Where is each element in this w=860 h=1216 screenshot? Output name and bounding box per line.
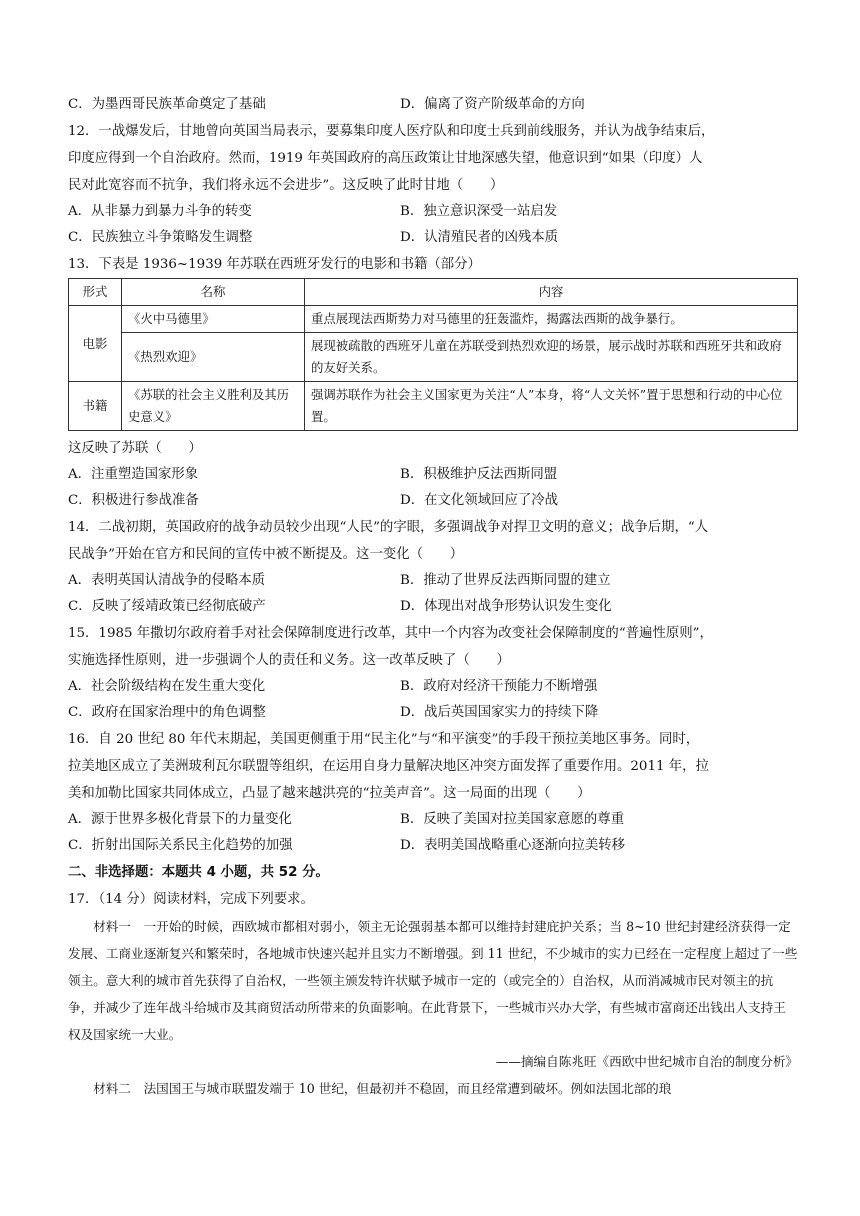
q13-options-row1	[68, 462, 798, 488]
q16-options-row2	[68, 833, 798, 859]
q15-option-d[interactable]: D．战后英国国家实力的持续下降	[400, 705, 599, 720]
table-header-content: 内容	[305, 279, 798, 306]
q12-option-c[interactable]: C．民族独立斗争策略发生调整	[68, 230, 253, 245]
q16-stem-line1: 16．自 20 世纪 80 年代末期起，美国更侧重于用“民主化”与“和平演变”的手段干预拉美地区事务。同时，	[68, 732, 700, 747]
q17-material2: 材料二 法国国王与城市联盟发端于 10 世纪，但最初并不稳固，而且经常遭到破坏。例如法国北部的琅	[93, 1081, 672, 1096]
q15-option-a[interactable]: A．社会阶级结构在发生重大变化	[68, 679, 266, 694]
table-row	[69, 333, 798, 382]
q17-source1: ——摘编自陈兆旺《西欧中世纪城市自治的制度分析》	[495, 1054, 798, 1069]
q11-options-row2	[68, 92, 798, 118]
q16-option-b[interactable]: B．反映了美国对拉美国家意愿的尊重	[400, 812, 625, 827]
q12-options-row2	[68, 225, 798, 251]
q13-options-row2	[68, 488, 798, 514]
table-cell-name: 《热烈欢迎》	[122, 333, 305, 382]
q16-stem-line3: 美和加勒比国家共同体成立，凸显了越来越洪亮的“拉美声音”。这一局面的出现（ ）	[68, 786, 591, 801]
q14-options-row2	[68, 594, 798, 620]
q13-option-a[interactable]: A．注重塑造国家形象	[68, 467, 199, 482]
q14-stem-line2: 民战争”开始在官方和民间的宣传中被不断提及。这一变化（ ）	[68, 547, 464, 562]
q12-option-d[interactable]: D．认清殖民者的凶残本质	[400, 230, 559, 245]
table-cell-name: 《火中马德里》	[122, 306, 305, 333]
q16-stem-line2: 拉美地区成立了美洲玻利瓦尔联盟等组织，在运用自身力量解决地区冲突方面发挥了重要作用。2011 年，拉	[68, 759, 709, 774]
table-cell-content: 强调苏联作为社会主义国家更为关注“人”本身，将“人文关怀”置于思想和行动的中心位置。	[305, 382, 798, 431]
q12-option-a[interactable]: A．从非暴力到暴力斗争的转变	[68, 204, 252, 219]
q15-options-row1	[68, 674, 798, 700]
q12-option-b[interactable]: B．独立意识深受一站启发	[400, 204, 558, 219]
table-row	[69, 306, 798, 333]
q14-options-row1	[68, 568, 798, 594]
q12-options-row1	[68, 199, 798, 225]
exam-page	[68, 92, 798, 1102]
q15-option-c[interactable]: C．政府在国家治理中的角色调整	[68, 705, 266, 720]
q13-option-d[interactable]: D．在文化领域回应了冷战	[400, 493, 559, 508]
q16-options-row1	[68, 807, 798, 833]
q16-option-c[interactable]: C．折射出国际关系民主化趋势的加强	[68, 838, 293, 853]
q17-stem: 17．（14 分）阅读材料，完成下列要求。	[68, 892, 314, 907]
q12-stem-line2: 印度应得到一个自治政府。然而，1919 年英国政府的高压政策让甘地深感失望，他意识到“如果（印度）人	[68, 151, 703, 166]
q13-table	[68, 278, 798, 431]
q16-option-a[interactable]: A．源于世界多极化背景下的力量变化	[68, 812, 292, 827]
table-cell-name: 《苏联的社会主义胜利及其历史意义》	[122, 382, 305, 431]
table-cell-content: 重点展现法西斯势力对马德里的狂轰滥炸，揭露法西斯的战争暴行。	[305, 306, 798, 333]
q13-option-c[interactable]: C．积极进行参战准备	[68, 493, 199, 508]
q14-option-b[interactable]: B．推动了世界反法西斯同盟的建立	[400, 573, 611, 588]
q12-stem-line3: 民对此宽容而不抗争，我们将永远不会进步”。这反映了此时甘地（ ）	[68, 178, 504, 193]
q15-stem-line1: 15．1985 年撒切尔政府着手对社会保障制度进行改革，其中一个内容为改变社会保障制度的“普遍性原则”，	[68, 626, 713, 641]
table-row	[69, 382, 798, 431]
q11-option-c[interactable]: C．为墨西哥民族革命奠定了基础	[68, 97, 266, 112]
q13-after-text: 这反映了苏联（ ）	[68, 441, 202, 456]
q13-option-b[interactable]: B．积极维护反法西斯同盟	[400, 467, 558, 482]
table-cell-form: 电影	[69, 306, 122, 382]
q15-option-b[interactable]: B．政府对经济干预能力不断增强	[400, 679, 598, 694]
table-header-row	[69, 279, 798, 306]
table-cell-form: 书籍	[69, 382, 122, 431]
section-heading: 二、非选择题：本题共 4 小题，共 52 分。	[68, 865, 329, 880]
table-cell-content: 展现被疏散的西班牙儿童在苏联受到热烈欢迎的场景，展示战时苏联和西班牙共和政府的友好关系。	[305, 333, 798, 382]
table-header-form: 形式	[69, 279, 122, 306]
q14-option-c[interactable]: C．反映了绥靖政策已经彻底破产	[68, 599, 266, 614]
q13-stem: 13．下表是 1936~1939 年苏联在西班牙发行的电影和书籍（部分）	[68, 257, 481, 272]
q12-stem-line1: 12．一战爆发后，甘地曾向英国当局表示，要募集印度人医疗队和印度士兵到前线服务，并认为战争结束后，	[68, 124, 715, 139]
q15-options-row2	[68, 700, 798, 726]
q14-option-d[interactable]: D．体现出对战争形势认识发生变化	[400, 599, 612, 614]
q14-option-a[interactable]: A．表明英国认清战争的侵略本质	[68, 573, 266, 588]
q16-option-d[interactable]: D．表明美国战略重心逐渐向拉美转移	[400, 838, 625, 853]
table-header-name: 名称	[122, 279, 305, 306]
q17-material1: 材料一 一开始的时候，西欧城市都相对弱小，领主无论强弱基本都可以维持封建庇护关系；当 8~10 世纪封建经济获得一定发展、工商业逐渐复兴和繁荣时，各地城市快速兴起并且实力不断增强。到 11 世纪，不少城市的实力已经在一定程度上超过了一些领主。意大利的城市首先获得了自治权，一些领主颁发特许状赋予城市一定的（或完全的）自治权，从而消减城市民对领主的抗争，并减少了连年战斗给城市及其商贸活动所带来的负面影响。在此背景下，一些城市兴办大学，有些城市富商还出钱出人支持王权及国家统一大业。	[68, 919, 798, 1042]
q15-stem-line2: 实施选择性原则，进一步强调个人的责任和义务。这一改革反映了（ ）	[68, 653, 510, 668]
q11-option-d[interactable]: D．偏离了资产阶级革命的方向	[400, 97, 585, 112]
q14-stem-line1: 14．二战初期，英国政府的战争动员较少出现“人民”的字眼，多强调战争对捍卫文明的意义；战争后期，“人	[68, 520, 709, 535]
